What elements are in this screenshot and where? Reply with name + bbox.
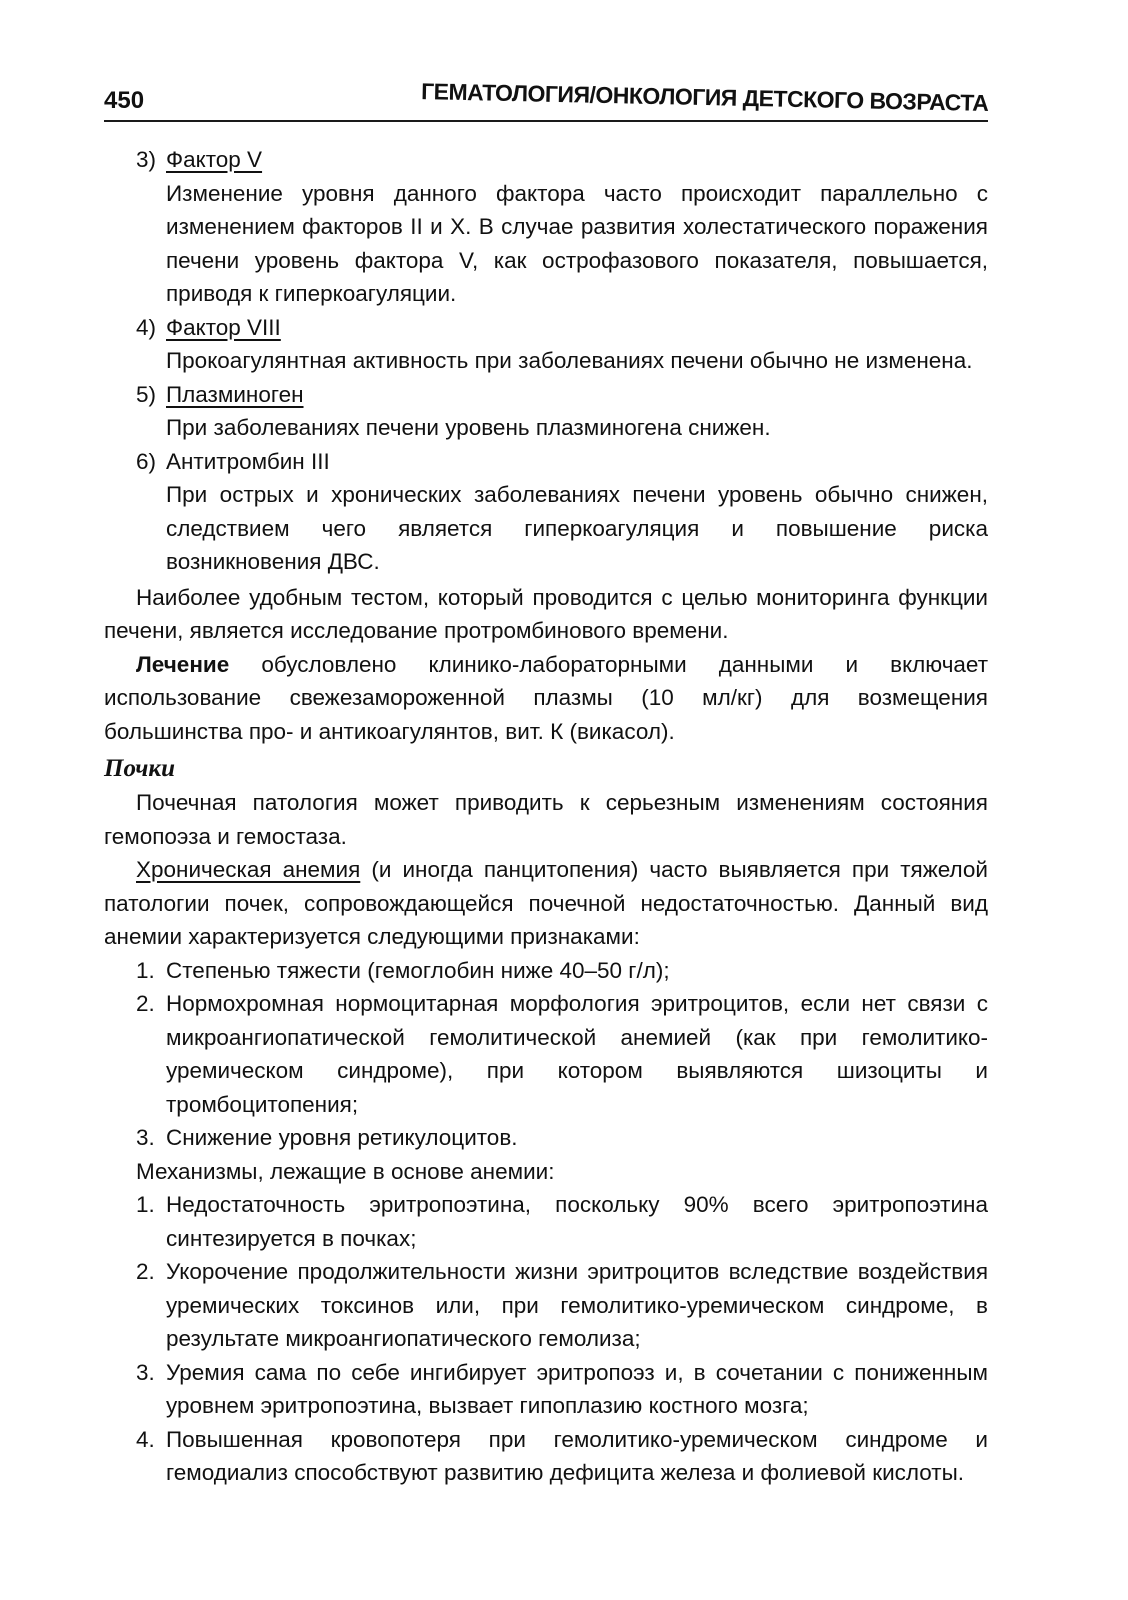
- anemia-term: Хроническая анемия: [136, 857, 361, 882]
- factor-term: Фактор V: [166, 147, 263, 172]
- factor-number: 6): [136, 448, 157, 474]
- list-item: [104, 1356, 988, 1423]
- list-text: Нормохромная нормоцитарная морфология эритроцитов, если нет связи с микроангиопатической гемолитической анемией (как при гемолитико-уремическом синдроме), при котором выявляются шизоциты и тромбоцитопения;: [166, 991, 988, 1117]
- list-number: 1.: [136, 957, 155, 983]
- factor-text: Изменение уровня данного фактора часто происходит параллельно с изменением факторов II и X. В случае развития холестатического поражения печени уровень фактора V, как острофазового показателя, повышается, приводя к гиперкоагуляции.: [166, 180, 988, 306]
- monitoring-paragraph: Наиболее удобным тестом, который проводится с целью мониторинга функции печени, является исследование протромбинового времени.: [104, 584, 988, 643]
- list-item: [104, 954, 988, 988]
- factor-item: [104, 445, 988, 579]
- list-item: [104, 1423, 988, 1490]
- factor-number: 3): [136, 147, 157, 172]
- factor-item: [104, 143, 988, 311]
- factor-text: При заболеваниях печени уровень плазминогена снижен.: [166, 415, 771, 440]
- mechanisms-lead: Механизмы, лежащие в основе анемии:: [136, 1158, 555, 1184]
- list-number: 2.: [136, 991, 155, 1016]
- factor-item: [104, 378, 988, 445]
- list-number: 3.: [136, 1359, 155, 1385]
- factor-number: 5): [136, 381, 157, 407]
- factor-term: Фактор VIII: [166, 314, 281, 340]
- list-item: [104, 987, 988, 1121]
- list-item: [104, 1255, 988, 1356]
- factor-text: Прокоагулянтная активность при заболеваниях печени обычно не изменена.: [166, 348, 973, 373]
- list-item: [104, 1121, 988, 1155]
- list-text: Недостаточность эритропоэтина, поскольку 90% всего эритропоэтина синтезируется в почках;: [166, 1192, 988, 1251]
- running-title: ГЕМАТОЛОГИЯ/ОНКОЛОГИЯ ДЕТСКОГО ВОЗРАСТА: [420, 78, 989, 116]
- header-rule: [104, 120, 988, 122]
- mechanisms-list: [104, 1188, 988, 1490]
- anemia-text: (и иногда панцитопения) часто выявляется при тяжелой патологии почек, сопровождающейся почечной недостаточностью. Данный вид анемии характеризуется следующими признаками:: [104, 857, 988, 949]
- factor-text: При острых и хронических заболеваниях печени уровень обычно снижен, следствием чего является гиперкоагуляция и повышение риска возникновения ДВС.: [166, 482, 988, 574]
- list-number: 3.: [136, 1125, 155, 1150]
- list-text: Уремия сама по себе ингибирует эритропоэз и, в сочетании с пониженным уровнем эритропоэтина, вызвает гипоплазию костного мозга;: [166, 1359, 988, 1418]
- treatment-paragraph: [104, 648, 988, 749]
- list-number: 2.: [136, 1259, 155, 1284]
- kidneys-intro: Почечная патология может приводить к серьезным изменениям состояния гемопоэза и гемостаза.: [104, 790, 988, 849]
- factor-term: Антитромбин III: [166, 448, 330, 474]
- treatment-text: обусловлено клинико-лабораторными данными и включает использование свежезамороженной плазмы (10 мл/кг) для возмещения большинства про- и антикоагулянтов, вит. К (викасол).: [104, 651, 988, 744]
- factor-term: Плазминоген: [166, 381, 304, 407]
- treatment-lead: Лечение: [136, 651, 230, 677]
- factor-item: [104, 311, 988, 378]
- list-item: [104, 1188, 988, 1255]
- page-body: [104, 143, 988, 1490]
- list-text: Снижение уровня ретикулоцитов.: [166, 1125, 518, 1150]
- page-header: [104, 78, 989, 122]
- anemia-signs-list: [104, 954, 988, 1155]
- page-number: 450: [104, 87, 145, 114]
- list-number: 4.: [136, 1426, 155, 1452]
- factor-number: 4): [136, 314, 157, 340]
- anemia-paragraph: [104, 853, 988, 954]
- list-text: Повышенная кровопотеря при гемолитико-уремическом синдроме и гемодиализ способствуют развитию дефицита железа и фолиевой кислоты.: [166, 1426, 988, 1485]
- list-text: Укорочение продолжительности жизни эритроцитов вследствие воздействия уремических токсинов или, при гемолитико-уремическом синдроме, в результате микроангиопатического гемолиза;: [166, 1259, 988, 1351]
- list-number: 1.: [136, 1192, 155, 1217]
- section-heading-kidneys: Почки: [104, 755, 175, 782]
- list-text: Степенью тяжести (гемоглобин ниже 40–50 г/л);: [166, 957, 670, 983]
